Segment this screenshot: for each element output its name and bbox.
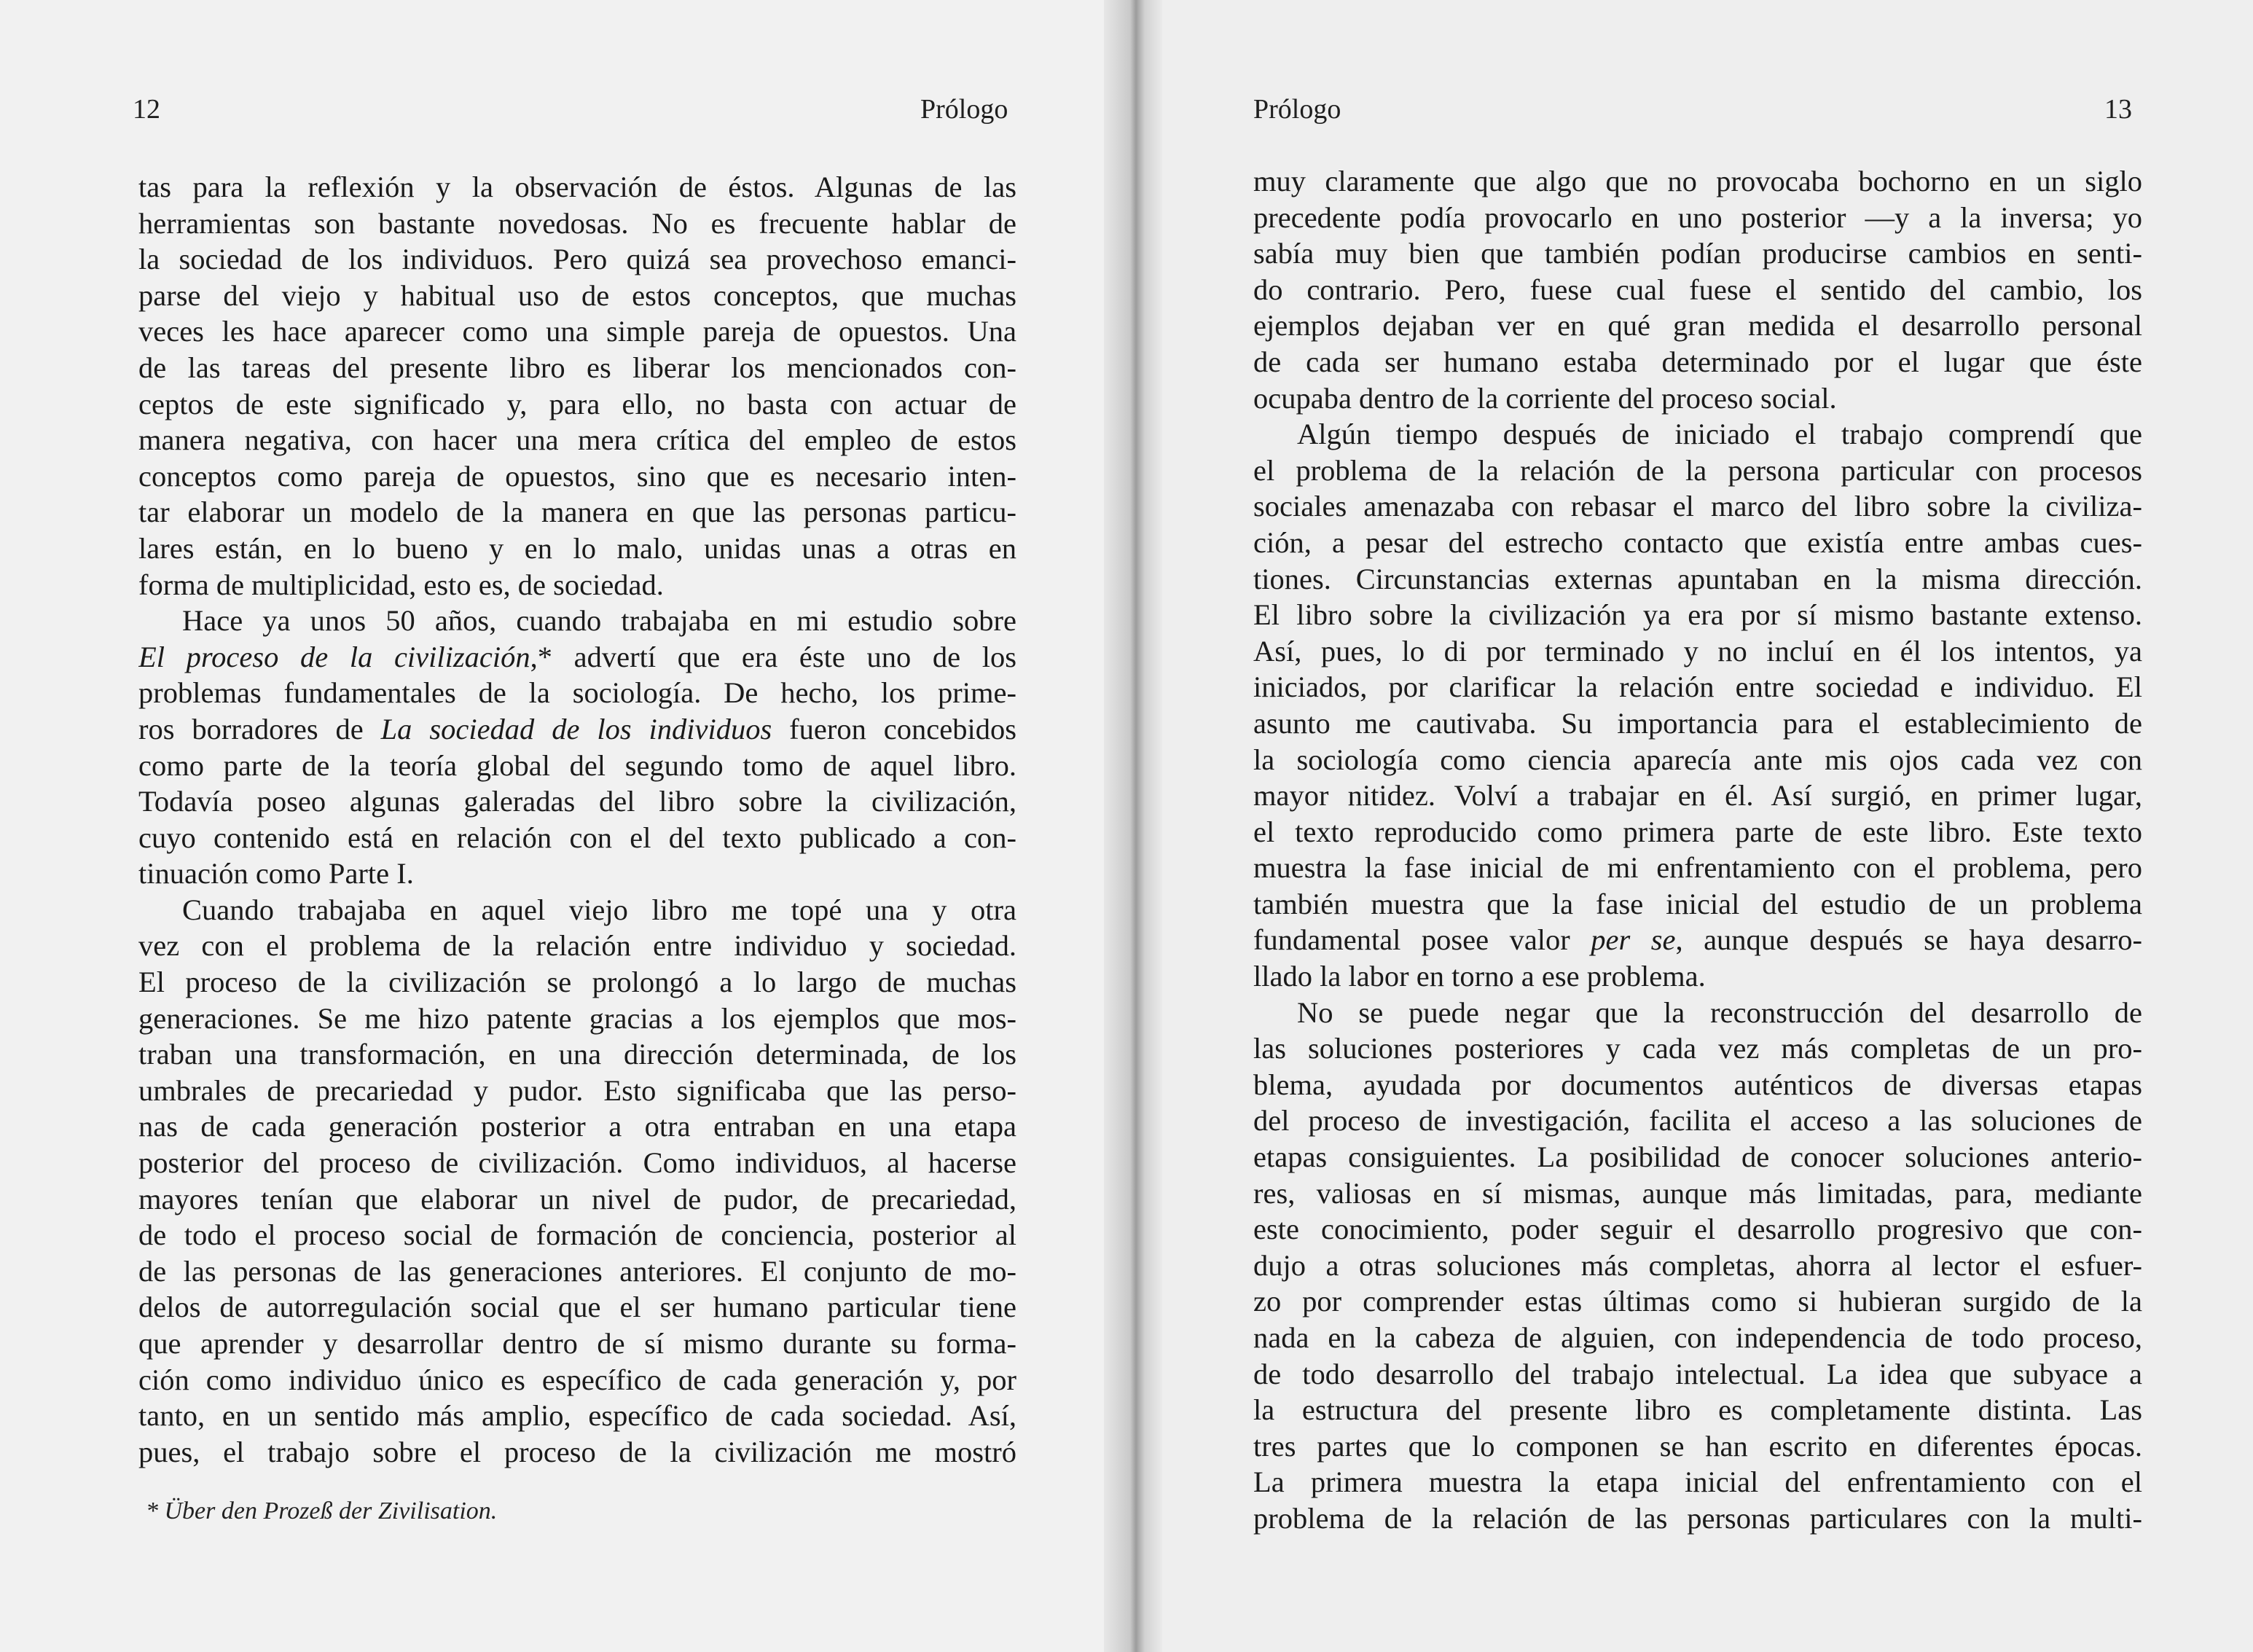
text-line: pues, el trabajo sobre el proceso de la civilización me mostró	[138, 1435, 1016, 1468]
text-line: zo por comprender estas últimas como si hubieran surgido de la	[1253, 1285, 2142, 1318]
text-line: iniciados, por clarificar la relación entre sociedad e individuo. El	[1253, 670, 2142, 704]
body-text	[1253, 163, 2142, 1537]
text-line: traban una transformación, en una dirección determinada, de los	[138, 1038, 1016, 1071]
text-line: parse del viejo y habitual uso de estos conceptos, que muchas	[138, 278, 1016, 312]
text-line: dujo a otras soluciones más completas, ahorra al lector el esfuer-	[1253, 1248, 2142, 1282]
text-line: tinuación como Parte I.	[138, 857, 414, 890]
text-line: precedente podía provocarlo en uno posterior —y a la inversa; yo	[1253, 200, 2142, 234]
page-number: 13	[2104, 94, 2132, 125]
text-line: ceptos de este significado y, para ello, no basta con actuar de	[138, 387, 1016, 420]
text-line: cuyo contenido está en relación con el del texto publicado a con-	[138, 821, 1016, 854]
text-line: conceptos como pareja de opuestos, sino que es necesario inten-	[138, 459, 1016, 493]
text-line: las soluciones posteriores y cada vez más completas de un pro-	[1253, 1032, 2142, 1065]
running-head: Prólogo	[920, 94, 1008, 125]
text-line: posterior del proceso de civilización. Como individuos, al hacerse	[138, 1146, 1016, 1180]
text-line: El libro sobre la civilización ya era por sí mismo bastante extenso.	[1253, 598, 2142, 632]
text-line: ros borradores de La sociedad de los individuos fueron concebidos	[138, 712, 1016, 745]
text-line: como parte de la teoría global del segundo tomo de aquel libro.	[138, 748, 1016, 782]
text-line: do contrario. Pero, fuese cual fuese el sentido del cambio, los	[1253, 273, 2142, 306]
text-line: sociales amenazaba con rebasar el marco del libro sobre la civiliza-	[1253, 490, 2142, 523]
body-text	[138, 169, 1016, 1470]
text-line: etapas consiguientes. La posibilidad de conocer soluciones anterio-	[1253, 1140, 2142, 1174]
book-gutter	[1104, 0, 1162, 1652]
text-line: nada en la cabeza de alguien, con independencia de todo proceso,	[1253, 1321, 2142, 1354]
text-line: Hace ya unos 50 años, cuando trabajaba en mi estudio sobre	[182, 604, 1016, 638]
text-line: de todo el proceso social de formación de conciencia, posterior al	[138, 1218, 1016, 1252]
text-line: Así, pues, lo di por terminado y no incluí en él los intentos, ya	[1253, 634, 2142, 668]
text-line: mayores tenían que elaborar un nivel de pudor, de precariedad,	[138, 1182, 1016, 1215]
right-page	[1133, 0, 2253, 1652]
text-line: tar elaborar un modelo de la manera en que las personas particu-	[138, 496, 1016, 529]
text-line: de todo desarrollo del trabajo intelectual. La idea que subyace a	[1253, 1357, 2142, 1390]
footnote: * Über den Prozeß der Zivilisation.	[146, 1498, 498, 1524]
text-line: tanto, en un sentido más amplio, específico de cada sociedad. Así,	[138, 1399, 1016, 1433]
text-line: generaciones. Se me hizo patente gracias a los ejemplos que mos-	[138, 1001, 1016, 1035]
text-line: herramientas son bastante novedosas. No es frecuente hablar de	[138, 206, 1016, 240]
text-line: ción como individuo único es específico de cada generación y, por	[138, 1363, 1016, 1396]
text-line: que aprender y desarrollar dentro de sí mismo durante su forma-	[138, 1327, 1016, 1360]
text-line: la sociedad de los individuos. Pero quizá sea provechoso emanci-	[138, 243, 1016, 276]
text-line: No se puede negar que la reconstrucción del desarrollo de	[1297, 995, 2142, 1029]
text-line: tres partes que lo componen se han escrito en diferentes épocas.	[1253, 1429, 2142, 1463]
text-line: ción, a pesar del estrecho contacto que existía entre ambas cues-	[1253, 525, 2142, 559]
text-line: forma de multiplicidad, esto es, de sociedad.	[138, 568, 664, 601]
text-line: sabía muy bien que también podían producirse cambios en senti-	[1253, 237, 2142, 270]
text-line: el problema de la relación de la persona particular con procesos	[1253, 453, 2142, 487]
text-line: Todavía poseo algunas galeradas del libro sobre la civilización,	[138, 785, 1016, 818]
text-line: asunto me cautivaba. Su importancia para el establecimiento de	[1253, 706, 2142, 740]
text-line: vez con el problema de la relación entre individuo y sociedad.	[138, 929, 1016, 963]
text-line: ejemplos dejaban ver en qué gran medida el desarrollo personal	[1253, 309, 2142, 342]
text-line: nas de cada generación posterior a otra entraban en una etapa	[138, 1110, 1016, 1143]
text-line: Cuando trabajaba en aquel viejo libro me topé una y otra	[182, 893, 1016, 926]
text-line: la sociología como ciencia aparecía ante mis ojos cada vez con	[1253, 743, 2142, 776]
page-number: 12	[133, 94, 160, 125]
text-line: este conocimiento, poder seguir el desarrollo progresivo que con-	[1253, 1213, 2142, 1246]
text-line: blema, ayudada por documentos auténticos de diversas etapas	[1253, 1068, 2142, 1101]
text-line: tas para la reflexión y la observación de éstos. Algunas de las	[138, 171, 1016, 203]
text-line: veces les hace aparecer como una simple pareja de opuestos. Una	[138, 315, 1016, 348]
text-line: El proceso de la civilización,* advertí que era éste uno de los	[138, 640, 1016, 673]
text-line: de cada ser humano estaba determinado por el lugar que éste	[1253, 345, 2142, 378]
text-line: mayor nitidez. Volví a trabajar en él. Así surgió, en primer lugar,	[1253, 779, 2142, 813]
text-line: muestra la fase inicial de mi enfrentamiento con el problema, pero	[1253, 851, 2142, 885]
text-line: del proceso de investigación, facilita el acceso a las soluciones de	[1253, 1104, 2142, 1138]
text-line: también muestra que la fase inicial del estudio de un problema	[1253, 887, 2142, 920]
text-line: de las personas de las generaciones anteriores. El conjunto de mo-	[138, 1254, 1016, 1288]
text-line: de las tareas del presente libro es liberar los mencionados con-	[138, 351, 1016, 384]
text-line: El proceso de la civilización se prolongó a lo largo de muchas	[138, 966, 1016, 999]
text-line: ocupaba dentro de la corriente del proceso social.	[1253, 381, 1837, 415]
text-line: umbrales de precariedad y pudor. Esto significaba que las perso-	[138, 1073, 1016, 1107]
text-line: tiones. Circunstancias externas apuntaban en la misma dirección.	[1253, 562, 2142, 595]
text-line: problema de la relación de las personas particulares con la multi-	[1253, 1501, 2142, 1535]
text-line: la estructura del presente libro es completamente distinta. Las	[1253, 1393, 2142, 1427]
text-line: el texto reproducido como primera parte de este libro. Este texto	[1253, 815, 2142, 848]
text-line: lares están, en lo bueno y en lo malo, unidas unas a otras en	[138, 531, 1016, 565]
text-line: La primera muestra la etapa inicial del enfrentamiento con el	[1253, 1465, 2142, 1499]
text-line: fundamental posee valor per se, aunque después se haya desarro-	[1253, 923, 2142, 957]
text-line: llado la labor en torno a ese problema.	[1253, 960, 1706, 993]
running-head: Prólogo	[1253, 94, 1341, 125]
text-line: res, valiosas en sí mismas, aunque más limitadas, para, mediante	[1253, 1176, 2142, 1210]
text-line: manera negativa, con hacer una mera crítica del empleo de estos	[138, 423, 1016, 457]
text-line: Algún tiempo después de iniciado el trabajo comprendí que	[1297, 418, 2142, 451]
text-line: muy claramente que algo que no provocaba bochorno en un siglo	[1253, 165, 2142, 197]
text-line: problemas fundamentales de la sociología. De hecho, los prime-	[138, 676, 1016, 710]
text-line: delos de autorregulación social que el ser humano particular tiene	[138, 1291, 1016, 1324]
